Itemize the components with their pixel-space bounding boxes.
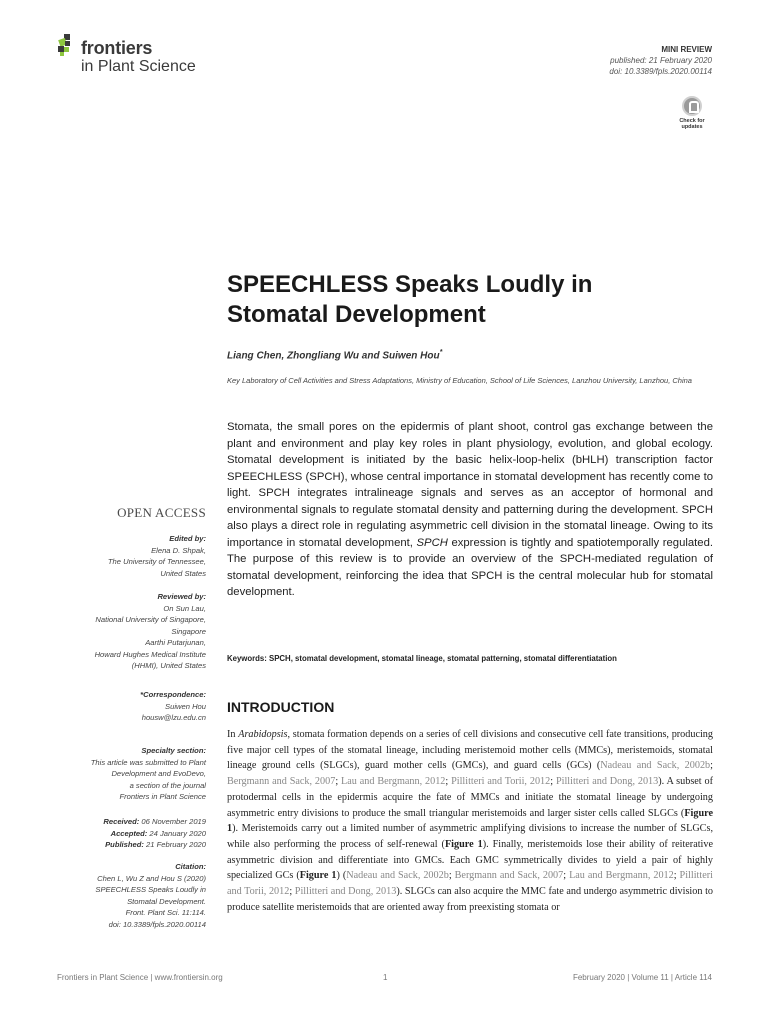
received-date: 06 November 2019 [139,817,206,826]
reference-link[interactable]: Pillitteri and Torii, 2012 [227,870,713,898]
reference-link[interactable]: Nadeau and Sack, 2002b [600,760,711,772]
introduction-text [227,727,713,915]
authors-text[interactable]: Liang Chen, Zhongliang Wu and Suiwen Hou [227,350,440,362]
edited-by-label: Edited by: [169,534,206,543]
reviewer-1-name[interactable]: On Sun Lau, [163,603,206,613]
reviewer-2-affiliation-2: (HHMI), United States [131,661,206,670]
check-updates-label: Check for updates [679,118,705,130]
reference-link[interactable]: Bergmann and Sack, 2007 [454,870,564,882]
accepted-label: Accepted: [110,828,148,838]
separator: ; [448,870,455,882]
reference-link[interactable]: Lau and Bergmann, 2012 [341,776,446,788]
check-updates-icon [682,96,702,116]
reference-link[interactable]: Pillitteri and Dong, 2013 [555,776,659,788]
section-heading-introduction: INTRODUCTION [227,699,335,715]
citation-section [40,861,206,930]
reference-link[interactable]: Pillitteri and Dong, 2013 [294,886,397,898]
separator: ; [673,870,680,882]
accepted-date: 24 January 2020 [147,828,206,838]
article-title: SPEECHLESS Speaks Loudly in Stomatal Development [227,271,593,328]
reference-link[interactable]: Pillitteri and Torii, 2012 [451,776,551,788]
frontiers-logo-icon [56,33,82,59]
reference-link[interactable]: Lau and Bergmann, 2012 [569,870,674,882]
body-text: ) ( [336,870,347,882]
published-date-side: 21 February 2020 [143,840,206,849]
reviewer-2-name[interactable]: Aarthi Putarjunan, [145,638,206,647]
edited-by-section [40,533,206,579]
citation-label: Citation: [175,862,206,871]
reviewer-1-affiliation-1: National University of Singapore, [95,615,206,624]
abstract-gene-italic: SPCH [416,536,448,549]
separator: ; [710,760,713,772]
published-date: published: 21 February 2020 [610,56,712,65]
keywords: Keywords: SPCH, stomatal development, stomatal lineage, stomatal patterning, stomatal differentiatation [227,654,617,663]
received-label: Received: [103,817,140,826]
abstract [227,419,713,601]
affiliation: Key Laboratory of Cell Activities and Stress Adaptations, Ministry of Education, School of Life Sciences, Lanzhou University, Lanzhou, China [227,376,692,385]
correspondence-label: *Correspondence: [140,690,206,699]
reviewed-by-section [40,591,206,672]
citation-line-1: Chen L, Wu Z and Hou S (2020) [97,873,206,883]
abstract-text-2: expression is tightly and spatiotemporally regulated. The purpose of this review is to provide an overview of the SPCH-mediated regulation of stomatal development, reinforcing the idea that SPCH is the central molecular hub for stomatal development. [227,536,713,598]
open-access-label: OPEN ACCESS [117,505,206,520]
abstract-text-1: Stomata, the small pores on the epidermis of plant shoot, control gas exchange between the plant and environment and play key roles in plant physiology, evolution, and global ecology. Stomatal development is initiated by the basic helix-loop-helix (bHLH) transcription factor SPEECHLESS (SPCH), whose central importance in stomatal development has recently come to light. SPCH integrates intralineage signals and serves as an acceptor of hormonal and environmental signals to regulate stomatal density and patterning during the development. SPCH also plays a direct role in regulating asymmetric cell division in the stomatal lineage. Owing to its importance in stomatal development, [227,421,713,549]
figure-link[interactable]: Figure 1 [444,838,483,850]
separator: ; [563,870,570,882]
article-type: MINI REVIEW [661,45,712,54]
species-italic: Arabidopsis [238,729,288,740]
body-text: ). Finally, meristemoids lose their ability of reiterative asymmetric division and differentiate into GMCs. Each GMC symmetrically divides to yield a pair of highly specialized GCs ( [227,838,713,882]
specialty-section [40,745,206,803]
page-number: 1 [383,973,388,982]
corresponding-mark: * [439,349,443,356]
citation-line-2: SPEECHLESS Speaks Loudly in [95,885,206,894]
figure-link[interactable]: Figure 1 [227,807,713,835]
body-text: ). SLGCs can also acquire the MMC fate and undergo asymmetric division to produce satellite meristemoids that are oriented away from preexisting stomata or [227,886,713,913]
editor-affiliation-2: United States [160,568,206,578]
citation-line-3: Stomatal Development. [127,896,206,906]
body-text: , stomata formation depends on a series of cell divisions and consecutive cell fate transitions, producing five major cell types of the stomatal lineage, including meristemoid mother cells (MMCs), meristemoids, stomatal lineage ground cells (SLGCs), guard mother cells (GMCs), and guard cells (GCs) ( [227,729,713,772]
body-text: In [227,729,239,740]
body-text: ). A subset of protodermal cells in the epidermis acquire the fate of MMCs and initiate the stomatal lineage by undergoing asymmetric entry divisions to produce the small triangular meristemoids and larger sister cells called SLGCs ( [227,776,713,819]
specialty-line-2: Development and EvoDevo, [111,769,206,778]
separator: ; [445,776,452,788]
specialty-line-3: a section of the journal [129,780,206,790]
journal-name-line2: in Plant Science [81,58,196,75]
reviewer-2-affiliation-1: Howard Hughes Medical Institute [94,649,206,659]
figure-link[interactable]: Figure 1 [299,870,337,882]
dates-section [40,816,206,851]
check-for-updates-button[interactable] [675,96,709,134]
published-label: Published: [105,840,144,849]
correspondence-name: Suiwen Hou [165,701,206,711]
doi-link[interactable]: doi: 10.3389/fpls.2020.00114 [609,67,712,76]
separator: ; [289,886,295,898]
reference-link[interactable]: Nadeau and Sack, 2002b [346,870,449,882]
specialty-line-4: Frontiers in Plant Science [119,792,206,801]
separator: ; [550,776,556,788]
reference-link[interactable]: Bergmann and Sack, 2007 [227,776,336,788]
reviewed-by-label: Reviewed by: [157,592,206,601]
editor-name[interactable]: Elena D. Shpak, [151,545,206,555]
body-text: ). Meristemoids carry out a limited number of asymmetric amplifying divisions to increase the number of SLGCs, while also performing the process of self-renewal ( [227,823,713,850]
correspondence-section [40,689,206,724]
journal-name-line1: frontiers [81,38,153,58]
citation-line-5[interactable]: doi: 10.3389/fpls.2020.00114 [108,919,206,929]
correspondence-email[interactable]: housw@lzu.edu.cn [141,713,206,722]
separator: ; [335,776,342,788]
footer-journal[interactable]: Frontiers in Plant Science | www.frontiersin.org [57,973,223,982]
footer-volume: February 2020 | Volume 11 | Article 114 [572,973,712,982]
specialty-label: Specialty section: [141,746,206,755]
reviewer-1-affiliation-2: Singapore [171,626,206,636]
specialty-line-1: This article was submitted to Plant [90,757,206,767]
editor-affiliation-1: The University of Tennessee, [107,557,206,566]
article-meta [609,44,712,77]
citation-line-4: Front. Plant Sci. 11:114. [125,908,206,917]
author-list [227,349,442,361]
